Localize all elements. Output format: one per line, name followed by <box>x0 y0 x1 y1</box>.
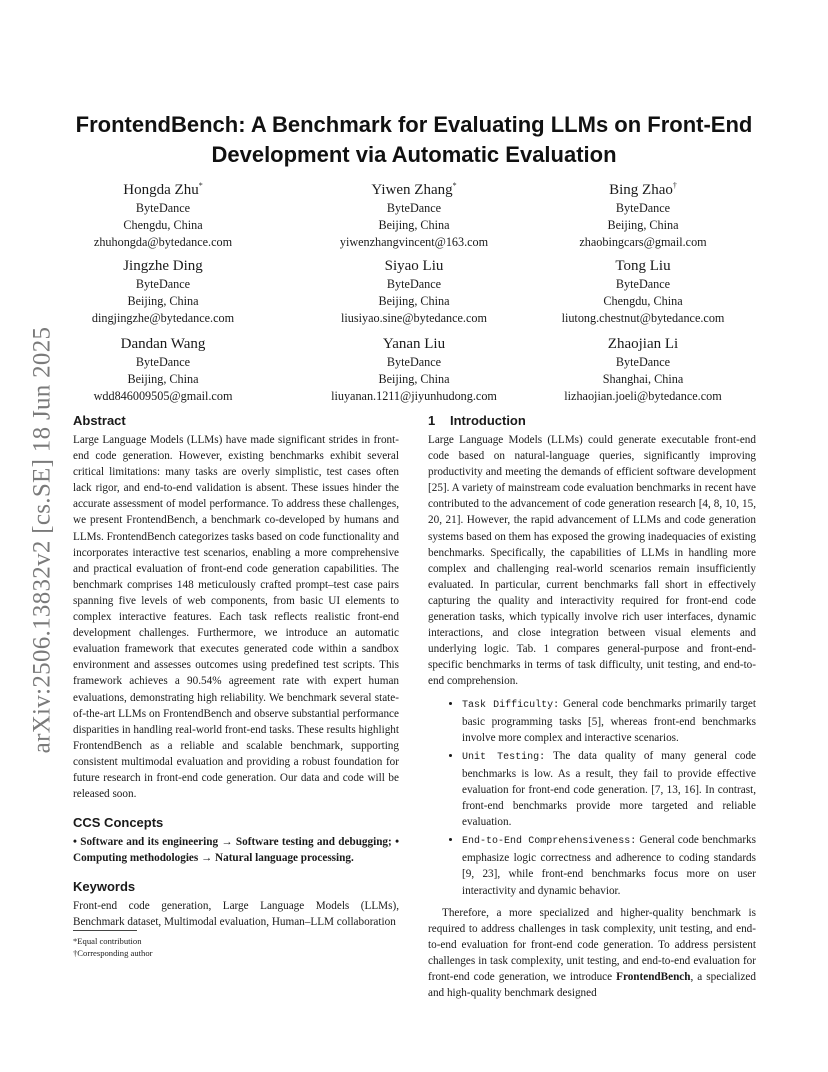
author-entry <box>523 176 763 250</box>
footnote-corresponding-author: †Corresponding author <box>73 948 153 958</box>
author-name <box>294 256 534 276</box>
author-affiliation <box>43 276 283 293</box>
author-email-text: lizhaojian.joeli@bytedance.com <box>564 388 722 403</box>
author-email <box>523 310 763 327</box>
author-entry <box>523 256 763 326</box>
section-number: 1 <box>428 413 436 428</box>
author-name-text: Bing Zhao <box>609 182 673 198</box>
author-affiliation <box>523 200 763 217</box>
bullet-item-unit-testing <box>462 748 756 830</box>
author-mark: * <box>452 181 457 190</box>
section-title: Introduction <box>450 413 526 428</box>
keywords-heading: Keywords <box>73 879 136 895</box>
footnote-rule <box>73 930 137 931</box>
author-location-text: Beijing, China <box>127 371 199 386</box>
abstract-heading: Abstract <box>73 413 126 428</box>
footnote-equal-contribution: *Equal contribution <box>73 936 142 946</box>
author-affiliation-text: ByteDance <box>615 201 671 215</box>
author-location-text: Chengdu, China <box>603 293 683 308</box>
author-name <box>294 176 534 200</box>
author-name-text: Jingzhe Ding <box>123 258 203 274</box>
author-name-text: Zhaojian Li <box>607 336 679 352</box>
intro-paragraph-1: Large Language Models (LLMs) could generate executable front-end code based on natural-language queries, significantly improving productivity and meeting the demands of efficient software development [25]. A variety of mainstream code evaluation benchmarks in recent have contributed to the advancement of code generation research [4, 8, 10, 15, 20, 21]. However, the rapid advancement of LLMs and code generation systems based on them has exposed the growing inadequacies of existing benchmarks. Specifically, the capabilities of LLMs in handling more complex and challenging real-world scenarios remain insufficiently evaluated. In particular, current benchmarks fall short in effectively capturing the quality and interactivity required for front-end code generation tasks, which typically involve rich user interfaces, dynamic interactions, and close integration between visual elements and underlying logic. Tab. 1 compares general-purpose and front-end-specific benchmarks in terms of task difficulty, unit testing, and end-to-end comprehension. <box>428 434 756 688</box>
author-affiliation-text: ByteDance <box>135 201 191 215</box>
author-location <box>523 371 763 388</box>
author-name <box>523 334 763 354</box>
author-entry <box>294 176 534 250</box>
author-email-text: yiwenzhangvincent@163.com <box>339 234 489 249</box>
intro-paragraph-2 <box>428 905 756 1002</box>
author-location-text: Beijing, China <box>378 371 450 386</box>
keywords-text: Front-end code generation, Large Language Models (LLMs), Benchmark dataset, Multimodal evaluation, Human–LLM collaboration <box>73 900 399 929</box>
author-affiliation <box>294 200 534 217</box>
abstract-text: Large Language Models (LLMs) have made significant strides in front-end code generation. However, existing benchmarks exhibit several critical limitations: many tasks are overly simplistic, test cases often lack rigor, and end-to-end validation is absent. These issues hinder the accurate assessment of model performance. To address these challenges, we present FrontendBench, a benchmark co-developed by humans and LLMs. FrontendBench categorizes tasks based on code functionality and incorporates interactive test scenarios, enabling a more comprehensive and practical evaluation of front-end code generation capabilities. The benchmark comprises 148 meticulously crafted prompt–test case pairs spanning five levels of web components, from basic UI elements to complex interactive features. Each task reflects realistic front-end development challenges. Furthermore, we introduce an automatic evaluation framework that executes generated code within a sandbox environment and assesses outcomes using predefined test scripts. This framework achieves a 90.54% agreement rate with expert human evaluations, demonstrating high reliability. We benchmark several state-of-the-art LLMs on FrontendBench and observe substantial performance disparities in handling real-world front-end tasks. These results highlight FrontendBench as a reliable and scalable benchmark, supporting consistent multimodal evaluation and providing a robust foundation for future research in front-end code generation. Our data and code will be released soon. <box>73 434 399 801</box>
author-affiliation <box>294 276 534 293</box>
author-email-text: liusiyao.sine@bytedance.com <box>341 310 487 325</box>
author-affiliation-text: ByteDance <box>135 355 191 369</box>
author-name <box>43 176 283 200</box>
author-affiliation <box>523 354 763 371</box>
author-affiliation <box>43 200 283 217</box>
para2-start: Therefore, a more specialized and higher-quality benchmark is required to address challenges in task complexity, unit testing, and end-to-end evaluation for front-end code generation. To address persistent challenges in task complexity, unit testing, and end-to-end evaluation for front-end code generation, we introduce <box>428 906 756 983</box>
author-entry <box>43 334 283 404</box>
bullet-item-task-difficulty <box>462 696 756 746</box>
author-entry <box>43 176 283 250</box>
author-location <box>43 217 283 234</box>
author-mark: * <box>198 181 203 190</box>
author-name-text: Hongda Zhu <box>123 182 199 198</box>
author-entry <box>294 256 534 326</box>
para2-end: , a specialized and high-quality benchmark designed <box>428 971 756 1000</box>
bullet-term: Task Difficulty: <box>462 699 560 711</box>
author-location-text: Beijing, China <box>127 293 199 308</box>
author-affiliation <box>43 354 283 371</box>
ccs-text: • Software and its engineering → Software testing and debugging; • Computing methodologies → Natural language processing. <box>73 836 399 865</box>
author-affiliation <box>523 276 763 293</box>
author-location <box>294 371 534 388</box>
author-location <box>43 371 283 388</box>
author-affiliation-text: ByteDance <box>135 277 191 291</box>
left-column <box>73 412 399 931</box>
author-location <box>294 217 534 234</box>
footnotes <box>73 930 399 959</box>
author-location-text: Chengdu, China <box>123 217 203 232</box>
author-name <box>523 176 763 200</box>
author-affiliation-text: ByteDance <box>386 201 442 215</box>
author-name-text: Tong Liu <box>615 258 671 274</box>
author-mark: † <box>672 181 677 190</box>
author-name <box>294 334 534 354</box>
author-affiliation-text: ByteDance <box>615 355 671 369</box>
author-name-text: Siyao Liu <box>384 258 444 274</box>
author-name <box>43 256 283 276</box>
ccs-heading: CCS Concepts <box>73 815 164 831</box>
author-affiliation-text: ByteDance <box>615 277 671 291</box>
bullet-term: Unit Testing: <box>462 751 546 763</box>
author-email <box>43 310 283 327</box>
author-location <box>43 293 283 310</box>
author-email <box>523 388 763 405</box>
author-affiliation <box>294 354 534 371</box>
author-location <box>523 217 763 234</box>
author-entry <box>43 256 283 326</box>
author-location <box>294 293 534 310</box>
author-email <box>43 388 283 405</box>
author-location-text: Shanghai, China <box>602 371 684 386</box>
paper-title: FrontendBench: A Benchmark for Evaluating LLMs on Front-End Development via Automatic Evaluation <box>75 112 753 167</box>
right-column <box>428 412 756 1001</box>
arxiv-id-text: arXiv:2506.13832v2 [cs.SE] 18 Jun 2025 <box>28 326 55 754</box>
author-location <box>523 293 763 310</box>
author-email-text: zhaobingcars@gmail.com <box>579 234 707 249</box>
author-name <box>43 334 283 354</box>
bullet-text: General code benchmarks primarily target basic programming tasks [5], whereas front-end benchmarks involve more complex and interactive scenarios. <box>462 697 756 744</box>
author-email-text: wdd846009505@gmail.com <box>93 388 233 403</box>
author-email-text: liuyanan.1211@jiyunhudong.com <box>331 388 497 403</box>
intro-heading <box>428 412 756 430</box>
author-email-text: liutong.chestnut@bytedance.com <box>561 310 725 325</box>
author-name-text: Yiwen Zhang <box>371 182 453 198</box>
author-location-text: Beijing, China <box>378 217 450 232</box>
author-email <box>294 388 534 405</box>
author-entry <box>523 334 763 404</box>
author-email-text: zhuhongda@bytedance.com <box>93 234 233 249</box>
bullet-text: General code benchmarks emphasize logic correctness and adherence to coding standards [9, 23], while front-end benchmarks focus more on user interactivity and dynamic behavior. <box>462 834 756 897</box>
author-location-text: Beijing, China <box>378 293 450 308</box>
bullet-text: The data quality of many general code benchmarks is low. As a result, they fail to provide effective evaluation for front-end code generation. [7, 13, 16]. In contrast, front-end benchmarks provide more targeted and reliable evaluation. <box>462 749 757 829</box>
author-name-text: Dandan Wang <box>120 336 206 352</box>
author-affiliation-text: ByteDance <box>386 355 442 369</box>
author-email-text: dingjingzhe@bytedance.com <box>91 310 235 325</box>
author-email <box>43 234 283 251</box>
benchmark-name: FrontendBench <box>616 971 691 983</box>
author-email <box>294 310 534 327</box>
author-name <box>523 256 763 276</box>
bullet-item-end-to-end <box>462 832 756 898</box>
author-email <box>523 234 763 251</box>
intro-bullet-list <box>428 696 756 899</box>
author-affiliation-text: ByteDance <box>386 277 442 291</box>
bullet-term: End-to-End Comprehensiveness: <box>462 836 637 848</box>
author-entry <box>294 334 534 404</box>
author-location-text: Beijing, China <box>607 217 679 232</box>
author-email <box>294 234 534 251</box>
author-name-text: Yanan Liu <box>382 336 446 352</box>
